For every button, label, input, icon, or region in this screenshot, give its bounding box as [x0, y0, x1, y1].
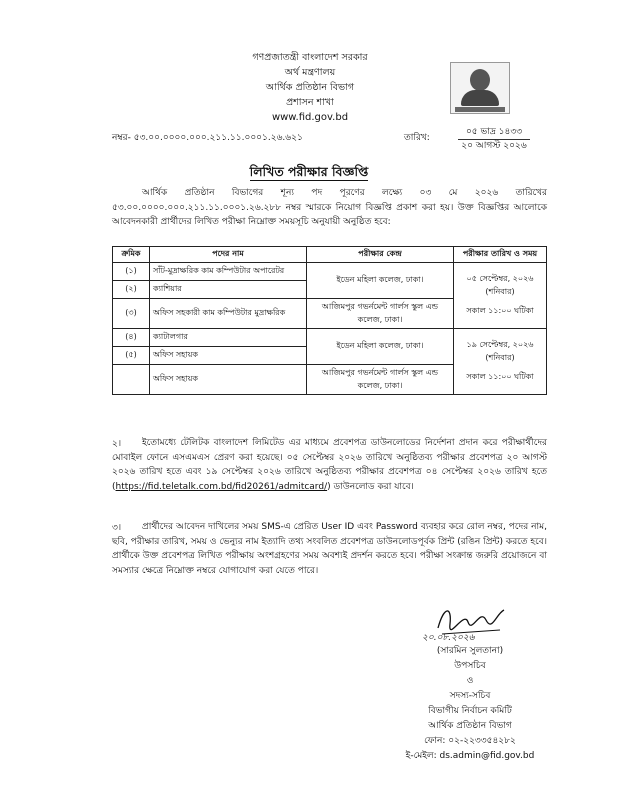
para2-number: ২।: [112, 439, 122, 449]
exam-day: (শনিবার): [485, 353, 515, 362]
signatory-division: আর্থিক প্রতিষ্ঠান বিভাগ: [428, 721, 512, 731]
date-time-cell: [454, 263, 547, 329]
col-post: পদের নাম: [150, 247, 307, 263]
para2-text-before: ইতোমধ্যে টেলিটক বাংলাদেশ লিমিটেড এর মাধ্যমে প্রবেশপত্র ডাউনলোডের নির্দেশনা প্রদান করে পরীক্ষার্থীদের মোবাইল ফোনে এসএমএস প্রেরণ করা হয়েছে। ০৫ সেপ্টেম্বর ২০২৬ তারিখে অনুষ্ঠিতব্য পরীক্ষার প্রবেশপত্র ২০ আগস্ট ২০২৬ তারিখ হতে এবং ১৯ সেপ্টেম্বর ২০২৬ তারিখে অনুষ্ঠিতব্য পরীক্ষার প্রবেশপত্র ০৪ সেপ্টেম্বর ২০২৬ তারিখ হতে (: [112, 438, 547, 492]
signatory-designation: উপসচিব: [454, 661, 486, 671]
para3-number: ৩।: [112, 523, 122, 533]
website-line: www.fid.gov.bd: [271, 112, 349, 123]
exam-day: (শনিবার): [485, 287, 515, 296]
table-row: [113, 329, 547, 347]
branch-line: প্রশাসন শাখা: [286, 97, 334, 108]
memo-number: নম্বর- ৫৩.০০.০০০০.০০০.২১১.১১.০০০১.২৬.৬২১: [112, 133, 303, 143]
schedule-table: [112, 246, 547, 395]
date-label: তারিখ:: [404, 133, 430, 143]
serial-cell: (৪): [113, 329, 150, 347]
ministry-line: অর্থ মন্ত্রণালয়: [284, 67, 336, 78]
center-cell: ইডেন মহিলা কলেজ, ঢাকা।: [307, 329, 454, 365]
table-row: [113, 263, 547, 281]
exam-time: সকাল ১১:০০ ঘটিকা: [466, 306, 534, 315]
serial-cell: [113, 365, 150, 395]
exam-date: ১৯ সেপ্টেম্বর, ২০২৬: [466, 340, 534, 349]
exam-time: সকাল ১১:০০ ঘটিকা: [466, 372, 534, 381]
center-cell: আজিমপুর গভর্নমেন্ট গার্লস স্কুল এন্ড কলেজ, ঢাকা।: [307, 299, 454, 329]
table-header-row: [113, 247, 547, 263]
serial-cell: (৩): [113, 299, 150, 329]
signature-date: ২০.০৮.২০২৬: [422, 633, 475, 643]
notice-title: লিখিত পরীক্ষার বিজ্ঞপ্তি: [249, 164, 369, 179]
division-line: আর্থিক প্রতিষ্ঠান বিভাগ: [265, 82, 355, 93]
signature-block: [390, 644, 550, 764]
signatory-email: ই-মেইল: ds.admin@fid.gov.bd: [405, 751, 535, 761]
center-cell: ইডেন মহিলা কলেজ, ঢাকা।: [307, 263, 454, 299]
col-center: পরীক্ষার কেন্দ্র: [307, 247, 454, 263]
signatory-role: সদস্য-সচিব: [449, 691, 491, 701]
intro-paragraph: আর্থিক প্রতিষ্ঠান বিভাগের শূন্য পদ পূরণের লক্ষ্যে ০৩ মে ২০২৬ তারিখের ৫৩.০০.০০০০.০০০.২১১.১১.০০০১.২৬.২৮৮ নম্বর স্মারকে নিয়োগ বিজ্ঞপ্তি প্রকাশ করা হয়। উক্ত বিজ্ঞপ্তির আলোকে আবেদনকারী প্রার্থীদের লিখিত পরীক্ষা নিম্নোক্ত সময়সূচি অনুযায়ী অনুষ্ঠিত হবে:: [112, 188, 547, 227]
portrait-emblem-icon: [450, 62, 510, 114]
para3-text: প্রার্থীদের আবেদন দাখিলের সময় SMS-এ প্রেরিত User ID এবং Password ব্যবহার করে রোল নম্বর, পদের নাম, ছবি, পরীক্ষার তারিখ, সময় ও ভেন্যুর নাম ইত্যাদি তথ্য সংবলিত প্রবেশপত্র ডাউনলোডপূর্বক প্রিন্ট (রঙিন প্রিন্ট) করতে হবে। প্রার্থীকে উক্ত প্রবেশপত্র লিখিত পরীক্ষায় অংশগ্রহণের সময় অবশ্যই প্রদর্শন করতে হবে। পরীক্ষা সংক্রান্ত জরুরি প্রয়োজনে বা সমস্যার ক্ষেত্রে নিম্নোক্ত নম্বরে যোগাযোগ করা যেতে পারে।: [112, 522, 547, 576]
para2-text: [112, 436, 547, 494]
date-english: ২০ আগস্ট ২০২৬: [461, 141, 527, 151]
post-cell: সাঁট-মুদ্রাক্ষরিক কাম কম্পিউটার অপারেটর: [150, 263, 307, 281]
signatory-phone: ফোন: ০২-২২৩৩৫৪২৮২: [424, 736, 516, 746]
serial-cell: (৫): [113, 347, 150, 365]
post-cell: অফিস সহায়ক: [150, 347, 307, 365]
serial-cell: (২): [113, 281, 150, 299]
center-cell: আজিমপুর গভর্নমেন্ট গার্লস স্কুল এন্ড কলেজ, ঢাকা।: [307, 365, 454, 395]
signatory-name: (সারমিন সুলতানা): [436, 646, 504, 656]
post-cell: অফিস সহকারী কাম কম্পিউটার মুদ্রাক্ষরিক: [150, 299, 307, 329]
post-cell: ক্যাশিয়ার: [150, 281, 307, 299]
date-bangla: ০৫ ভাদ্র ১৪৩৩: [458, 124, 530, 140]
admit-card-link[interactable]: https://fid.teletalk.com.bd/fid20261/admitcard/: [115, 481, 328, 492]
col-serial: ক্রমিক: [113, 247, 150, 263]
serial-cell: (১): [113, 263, 150, 281]
exam-date: ০৫ সেপ্টেম্বর, ২০২৬: [466, 274, 534, 283]
signatory-and: ও: [466, 676, 474, 686]
header-block: [180, 50, 440, 125]
para2-text-after: ) ডাউনলোড করা যাবে।: [327, 481, 414, 492]
post-cell: ক্যাটালগার: [150, 329, 307, 347]
post-cell: অফিস সহায়ক: [150, 365, 307, 395]
date-time-cell: [454, 329, 547, 395]
col-date-time: পরীক্ষার তারিখ ও সময়: [454, 247, 547, 263]
govt-line: গণপ্রজাতন্ত্রী বাংলাদেশ সরকার: [252, 52, 368, 63]
signatory-committee: বিভাগীয় নির্বাচন কমিটি: [428, 706, 512, 716]
